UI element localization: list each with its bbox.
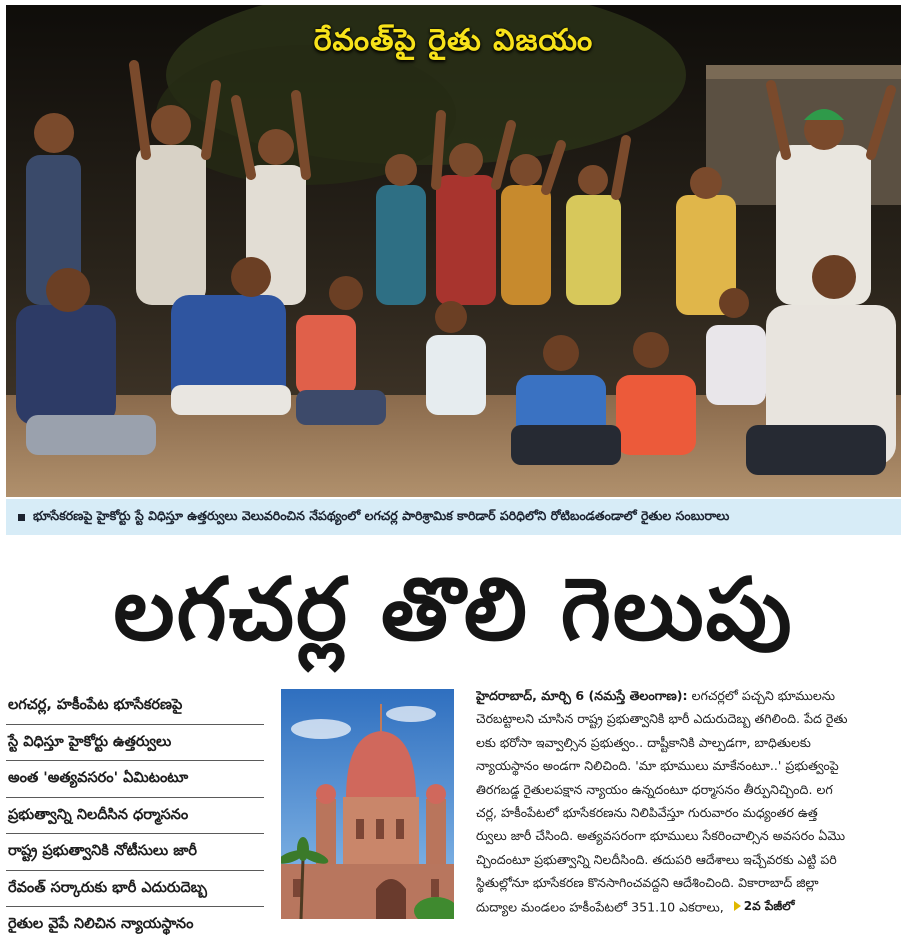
highlight-item: రాష్ట్ర ప్రభుత్వానికి నోటీసులు జారీ xyxy=(6,834,264,871)
high-court-photo xyxy=(281,689,454,919)
high-court-building-illustration xyxy=(281,689,454,919)
crowd-illustration xyxy=(6,5,901,497)
highlight-item: స్టే విధిస్తూ హైకోర్టు ఉత్తర్వులు xyxy=(6,725,264,762)
continued-label: 2వ పేజీలో xyxy=(743,898,795,913)
article-body xyxy=(476,684,896,918)
article-line: స్థితుల్లోనూ భూసేకరణ కొనసాగించవద్దని ఆదేశించింది. వికారాబాద్ జిల్లా xyxy=(476,875,819,891)
photo-headline: రేవంత్‌పై రైతు విజయం xyxy=(313,23,594,58)
highlight-item: ప్రభుత్వాన్ని నిలదీసిన ధర్మాసనం xyxy=(6,798,264,835)
highlight-item: అంత 'అత్యవసరం' ఏమిటంటూ xyxy=(6,761,264,798)
highlight-item: లగచర్ల, హకీంపేట భూసేకరణపై xyxy=(6,688,264,725)
highlight-item: రైతుల వైపే నిలిచిన న్యాయస్థానం xyxy=(8,916,194,932)
celebration-photo xyxy=(6,5,901,497)
highlights-list xyxy=(6,688,264,943)
article-line: ర్వులు జారీ చేసింది. అత్యవసరంగా భూములు సేకరించాల్సిన అవసరం ఏమొ xyxy=(476,828,846,844)
dateline: హైదరాబాద్, మార్చి 6 (నమస్తే తెలంగాణ): xyxy=(476,688,688,703)
article-text: లగచర్లలో పచ్చని భూములను xyxy=(691,688,836,703)
article-line xyxy=(476,895,896,918)
article-line: లకు భరోసా ఇవ్వాల్సిన ప్రభుత్వం.. దాష్టీకానికి పాల్పడగా, బాధితులకు xyxy=(476,734,811,750)
article-text: దుద్యాల మండలం హకీంపేటలో 351.10 ఎకరాలు, xyxy=(476,899,724,915)
caption-bullet-icon xyxy=(18,514,25,521)
article-line: చ్చిందంటూ ప్రభుత్వాన్ని నిలదీసింది. తదుపరి ఆదేశాలు ఇచ్చేవరకు ఎట్టి పరి xyxy=(476,851,837,867)
photo-caption xyxy=(6,499,901,535)
article-line: న్యాయస్థానం అండగా నిలిచింది. 'మా భూములు మాకేనంటూ..' ప్రభుత్వంపై xyxy=(476,758,839,774)
main-headline: లగచర్ల తొలి గెలుపు xyxy=(113,560,794,660)
article-line xyxy=(476,684,896,707)
article-line: చెరబట్టాలని చూసిన రాష్ట్ర ప్రభుత్వానికి భారీ ఎదురుదెబ్బ తగిలింది. పేద రైతు xyxy=(476,711,848,727)
arrow-right-icon xyxy=(734,901,741,911)
caption-text: భూసేకరణపై హైకోర్టు స్టే విధిస్తూ ఉత్తర్వులు వెలువరించిన నేపథ్యంలో లగచర్ల పారిశ్రామిక కారిడార్ పరిధిలోని రోటిబండతండాలో రైతుల సంబురాలు xyxy=(33,507,730,523)
article-line: తిరగబడ్డ రైతులపక్షాన న్యాయం ఉన్నదంటూ ధర్మాసనం తీర్పునిచ్చింది. లగ xyxy=(476,781,833,797)
highlight-item: రేవంత్ సర్కారుకు భారీ ఎదురుదెబ్బ xyxy=(6,871,264,908)
continued-on-page-link[interactable] xyxy=(734,895,795,918)
article-line: చర్ల, హకీంపేటలో భూసేకరణను నిలిపివేస్తూ గురువారం మధ్యంతర ఉత్త xyxy=(476,804,818,820)
